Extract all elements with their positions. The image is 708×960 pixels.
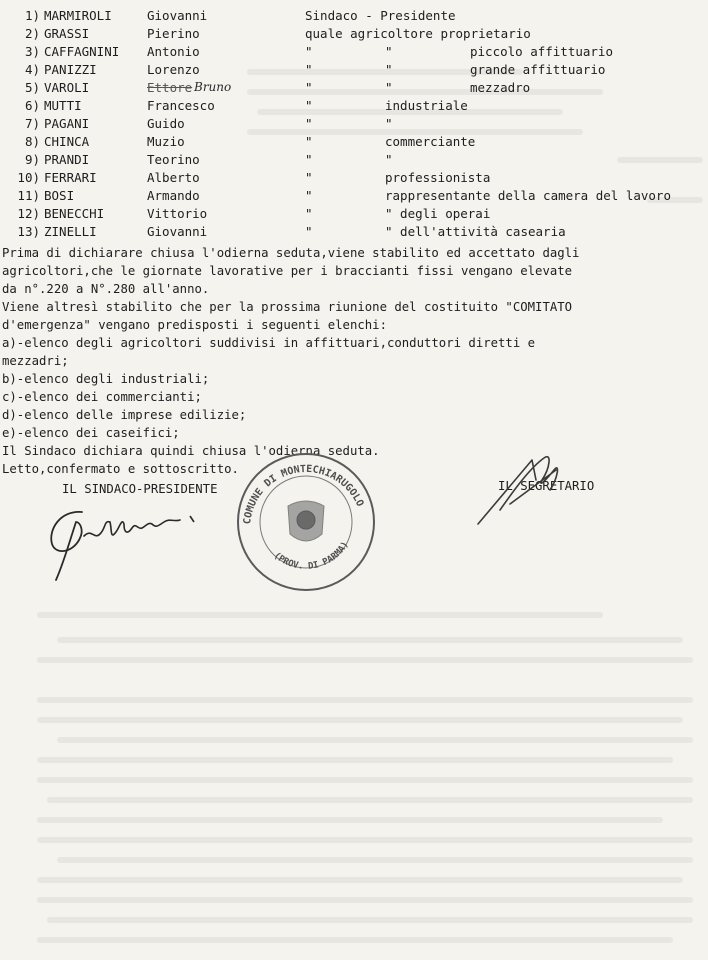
coat-of-arms-icon: [288, 501, 324, 541]
minutes-line: Prima di dichiarare chiusa l'odierna seduta,viene stabilito ed accettato dagli: [2, 246, 580, 260]
member-first-name: Giovanni: [147, 8, 208, 23]
member-surname: VAROLI: [44, 80, 90, 95]
member-qualifier: ": [305, 224, 313, 239]
minutes-line: d'emergenza" vengano predisposti i seguenti elenchi:: [2, 318, 387, 332]
secretary-handwritten-signature: [470, 440, 590, 530]
member-surname: MUTTI: [44, 98, 82, 113]
member-category: ": [385, 62, 393, 77]
member-qualifier: ": [305, 188, 313, 203]
member-row: [0, 188, 708, 206]
minutes-line: e)-elenco dei caseifici;: [2, 426, 180, 440]
member-qualifier: ": [305, 62, 313, 77]
member-row: [0, 26, 708, 44]
stamp-top-text: COMUNE DI MONTECHIARUGOLO: [242, 463, 366, 525]
member-first-name: Teorino: [147, 152, 200, 167]
member-qualifier: quale agricoltore proprietario: [305, 26, 531, 41]
svg-text:(PROV. DI PARMA): [272, 540, 351, 572]
member-number: 13): [17, 224, 40, 239]
member-category: professionista: [385, 170, 491, 185]
member-surname: ZINELLI: [44, 224, 97, 239]
member-surname: PAGANI: [44, 116, 90, 131]
member-category: industriale: [385, 98, 468, 113]
minutes-line: da n°.220 a N°.280 all'anno.: [2, 282, 210, 296]
member-first-name: Muzio: [147, 134, 185, 149]
member-row: [0, 44, 708, 62]
minutes-line: Viene altresì stabilito che per la prossima riunione del costituito "COMITATO: [2, 300, 573, 314]
member-category: ": [385, 44, 393, 59]
member-row: [0, 98, 708, 116]
member-qualifier: ": [305, 170, 313, 185]
minutes-body: [0, 244, 708, 478]
member-first-name: Francesco: [147, 98, 215, 113]
member-surname: CAFFAGNINI: [44, 44, 120, 59]
member-row: [0, 62, 708, 80]
member-number: 9): [24, 152, 40, 167]
member-first-name: Antonio: [147, 44, 200, 59]
member-first-name: Alberto: [147, 170, 200, 185]
stamp-bottom-text: (PROV. DI PARMA): [271, 540, 351, 572]
member-surname: BOSI: [44, 188, 75, 203]
member-number: 10): [17, 170, 40, 185]
member-row: [0, 152, 708, 170]
member-number: 12): [17, 206, 40, 221]
minutes-line: d)-elenco delle imprese edilizie;: [2, 408, 247, 422]
municipal-stamp: [232, 448, 380, 596]
minutes-line: Letto,confermato e sottoscritto.: [2, 462, 239, 476]
member-number: 5): [24, 80, 40, 95]
member-qualifier: ": [305, 134, 313, 149]
member-roster: [0, 8, 708, 242]
member-subcategory: mezzadro: [470, 80, 531, 95]
member-category: ": [385, 80, 393, 95]
member-number: 11): [17, 188, 40, 203]
minutes-line: Il Sindaco dichiara quindi chiusa l'odierna seduta.: [2, 444, 380, 458]
member-row: [0, 116, 708, 134]
member-number: 8): [24, 134, 40, 149]
member-surname: CHINCA: [44, 134, 90, 149]
member-first-name: Vittorio: [147, 206, 208, 221]
member-number: 7): [24, 116, 40, 131]
member-surname: PANIZZI: [44, 62, 97, 77]
member-first-name: Ettore: [147, 80, 193, 95]
member-category: ": [385, 152, 393, 167]
member-row: [0, 8, 708, 26]
handwritten-name-correction: Bruno: [194, 80, 232, 94]
member-qualifier: ": [305, 44, 313, 59]
member-qualifier: ": [305, 206, 313, 221]
minutes-line: a)-elenco degli agricoltori suddivisi in affittuari,conduttori diretti e: [2, 336, 536, 350]
member-category: rappresentante della camera del lavoro: [385, 188, 671, 203]
member-qualifier: ": [305, 98, 313, 113]
member-surname: BENECCHI: [44, 206, 105, 221]
member-number: 6): [24, 98, 40, 113]
member-first-name: Giovanni: [147, 224, 208, 239]
member-surname: FERRARI: [44, 170, 97, 185]
member-first-name: Lorenzo: [147, 62, 200, 77]
minutes-line: b)-elenco degli industriali;: [2, 372, 210, 386]
member-category: ": [385, 116, 393, 131]
member-number: 4): [24, 62, 40, 77]
member-number: 3): [24, 44, 40, 59]
mayor-signature-title: IL SINDACO-PRESIDENTE: [62, 482, 218, 496]
member-number: 2): [24, 26, 40, 41]
member-qualifier: Sindaco - Presidente: [305, 8, 456, 23]
member-row: [0, 80, 708, 98]
member-category: commerciante: [385, 134, 476, 149]
minutes-line: agricoltori,che le giornate lavorative per i braccianti fissi vengano elevate: [2, 264, 573, 278]
member-category: " dell'attività casearia: [385, 224, 566, 239]
mayor-handwritten-signature: [40, 500, 230, 590]
secretary-signature-title: IL SEGRETARIO: [498, 479, 595, 493]
member-number: 1): [24, 8, 40, 23]
member-first-name: Armando: [147, 188, 200, 203]
member-qualifier: ": [305, 116, 313, 131]
member-subcategory: piccolo affittuario: [470, 44, 613, 59]
member-surname: PRANDI: [44, 152, 90, 167]
member-first-name: Pierino: [147, 26, 200, 41]
member-row: [0, 134, 708, 152]
member-qualifier: ": [305, 80, 313, 95]
member-first-name: Guido: [147, 116, 185, 131]
minutes-line: mezzadri;: [2, 354, 69, 368]
mayor-signature-handwriting: Gollammini: [100, 563, 153, 573]
member-row: [0, 206, 708, 224]
member-surname: GRASSI: [44, 26, 90, 41]
member-row: [0, 224, 708, 242]
member-surname: MARMIROLI: [44, 8, 112, 23]
member-subcategory: grande affittuario: [470, 62, 606, 77]
member-category: " degli operai: [385, 206, 491, 221]
minutes-line: c)-elenco dei commercianti;: [2, 390, 202, 404]
member-qualifier: ": [305, 152, 313, 167]
member-row: [0, 170, 708, 188]
